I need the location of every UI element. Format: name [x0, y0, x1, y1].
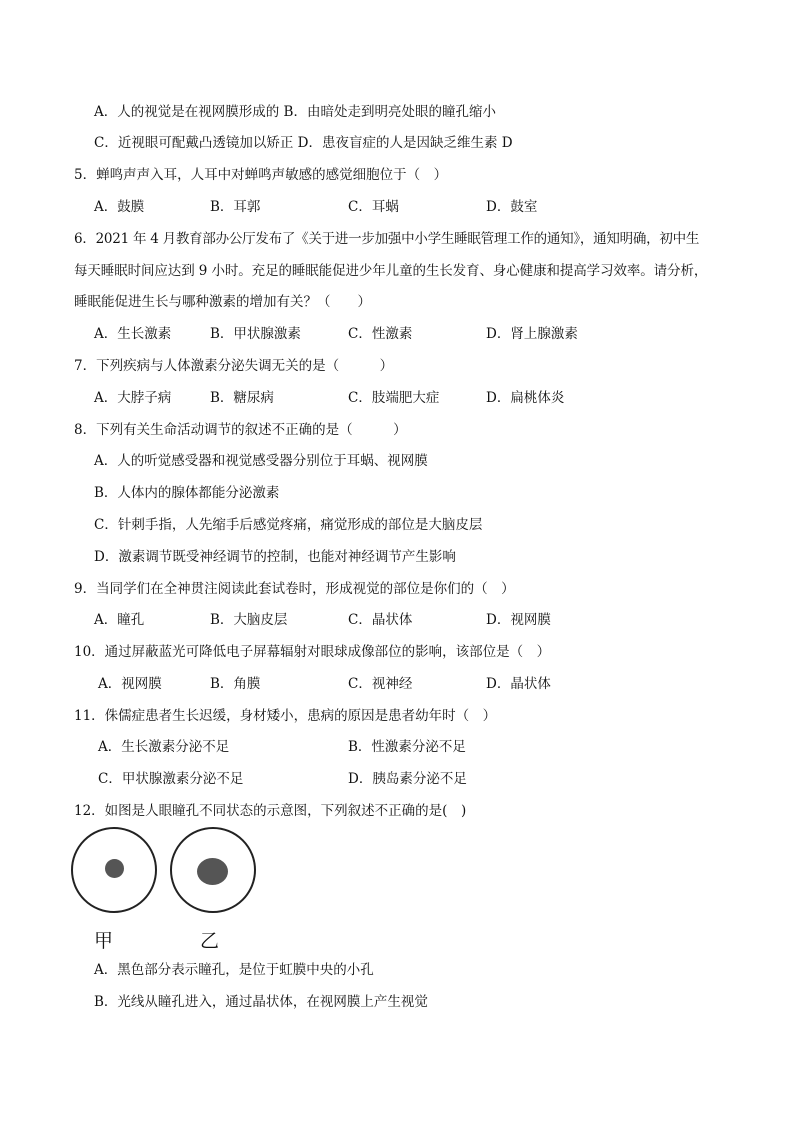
q10-stem: 10．通过屏蔽蓝光可降低电子屏幕辐射对眼球成像部位的影响，该部位是（ ） — [74, 644, 551, 660]
q6-option-b: B．甲状腺激素 — [210, 326, 301, 342]
q10-option-d: D．晶状体 — [486, 676, 551, 692]
q6-option-c: C．性激素 — [348, 326, 413, 342]
q5-stem: 5．蝉鸣声声入耳，人耳中对蝉鸣声敏感的感觉细胞位于（ ） — [74, 167, 448, 183]
q10-option-b: B．角膜 — [210, 676, 261, 692]
q11-option-d: D．胰岛素分泌不足 — [348, 771, 467, 787]
q12-option-a: A．黑色部分表示瞳孔，是位于虹膜中央的小孔 — [94, 962, 374, 978]
q6-stem-line-2: 每天睡眠时间应达到 9 小时。充足的睡眠能促进少年儿童的生长发育、身心健康和提高学习效率。请分析， — [74, 263, 708, 279]
q8-option-b: B．人体内的腺体都能分泌激素 — [94, 485, 280, 501]
q6-stem-line-1: 6．2021 年 4 月教育部办公厅发布了《关于进一步加强中小学生睡眠管理工作的通知》，通知明确，初中生 — [74, 231, 700, 247]
q7-option-b: B．糖尿病 — [210, 390, 274, 406]
q9-option-a: A．瞳孔 — [94, 612, 145, 628]
q6-option-d: D．肾上腺激素 — [486, 326, 578, 342]
q8-option-a: A．人的听觉感受器和视觉感受器分别位于耳蜗、视网膜 — [94, 453, 428, 469]
q5-option-c: C．耳蜗 — [348, 199, 399, 215]
q11-option-a: A．生长激素分泌不足 — [98, 739, 230, 755]
eye-jia-pupil — [105, 859, 124, 878]
eye-jia-iris — [71, 827, 157, 913]
q8-stem: 8．下列有关生命活动调节的叙述不正确的是（ ） — [74, 422, 407, 438]
label-jia: 甲 — [94, 930, 114, 952]
eye-yi-iris — [170, 827, 256, 913]
q11-option-b: B．性激素分泌不足 — [348, 739, 466, 755]
q5-option-d: D．鼓室 — [486, 199, 538, 215]
q7-option-a: A．大脖子病 — [94, 390, 172, 406]
q5-option-b: B．耳郭 — [210, 199, 261, 215]
q11-option-c: C．甲状腺激素分泌不足 — [98, 771, 244, 787]
q7-option-c: C．肢端肥大症 — [348, 390, 440, 406]
q8-option-d: D．激素调节既受神经调节的控制，也能对神经调节产生影响 — [94, 549, 456, 565]
q12-stem: 12．如图是人眼瞳孔不同状态的示意图，下列叙述不正确的是( ) — [74, 803, 467, 819]
q8-option-c: C．针刺手指，人先缩手后感觉疼痛，痛觉形成的部位是大脑皮层 — [94, 517, 483, 533]
eye-yi-pupil — [197, 858, 228, 885]
q12-option-b: B．光线从瞳孔进入，通过晶状体，在视网膜上产生视觉 — [94, 994, 428, 1010]
q7-stem: 7．下列疾病与人体激素分泌失调无关的是（ ） — [74, 358, 394, 374]
q6-stem-line-3: 睡眠能促进生长与哪种激素的增加有关？（ ） — [74, 294, 371, 310]
q6-option-a: A．生长激素 — [94, 326, 172, 342]
q9-stem: 9．当同学们在全神贯注阅读此套试卷时，形成视觉的部位是你们的（ ） — [74, 581, 515, 597]
q10-option-c: C．视神经 — [348, 676, 413, 692]
q4-options-line-1: A．人的视觉是在视网膜形成的 B．由暗处走到明亮处眼的瞳孔缩小 — [94, 104, 496, 120]
q9-option-c: C．晶状体 — [348, 612, 413, 628]
q5-option-a: A．鼓膜 — [94, 199, 145, 215]
q11-stem: 11．侏儒症患者生长迟缓，身材矮小，患病的原因是患者幼年时（ ） — [74, 708, 497, 724]
q9-option-d: D．视网膜 — [486, 612, 551, 628]
q10-option-a: A．视网膜 — [98, 676, 162, 692]
q9-option-b: B．大脑皮层 — [210, 612, 288, 628]
q7-option-d: D．扁桃体炎 — [486, 390, 565, 406]
q4-options-line-2: C．近视眼可配戴凸透镜加以矫正 D．患夜盲症的人是因缺乏维生素 D — [94, 135, 513, 151]
label-yi: 乙 — [200, 930, 220, 952]
